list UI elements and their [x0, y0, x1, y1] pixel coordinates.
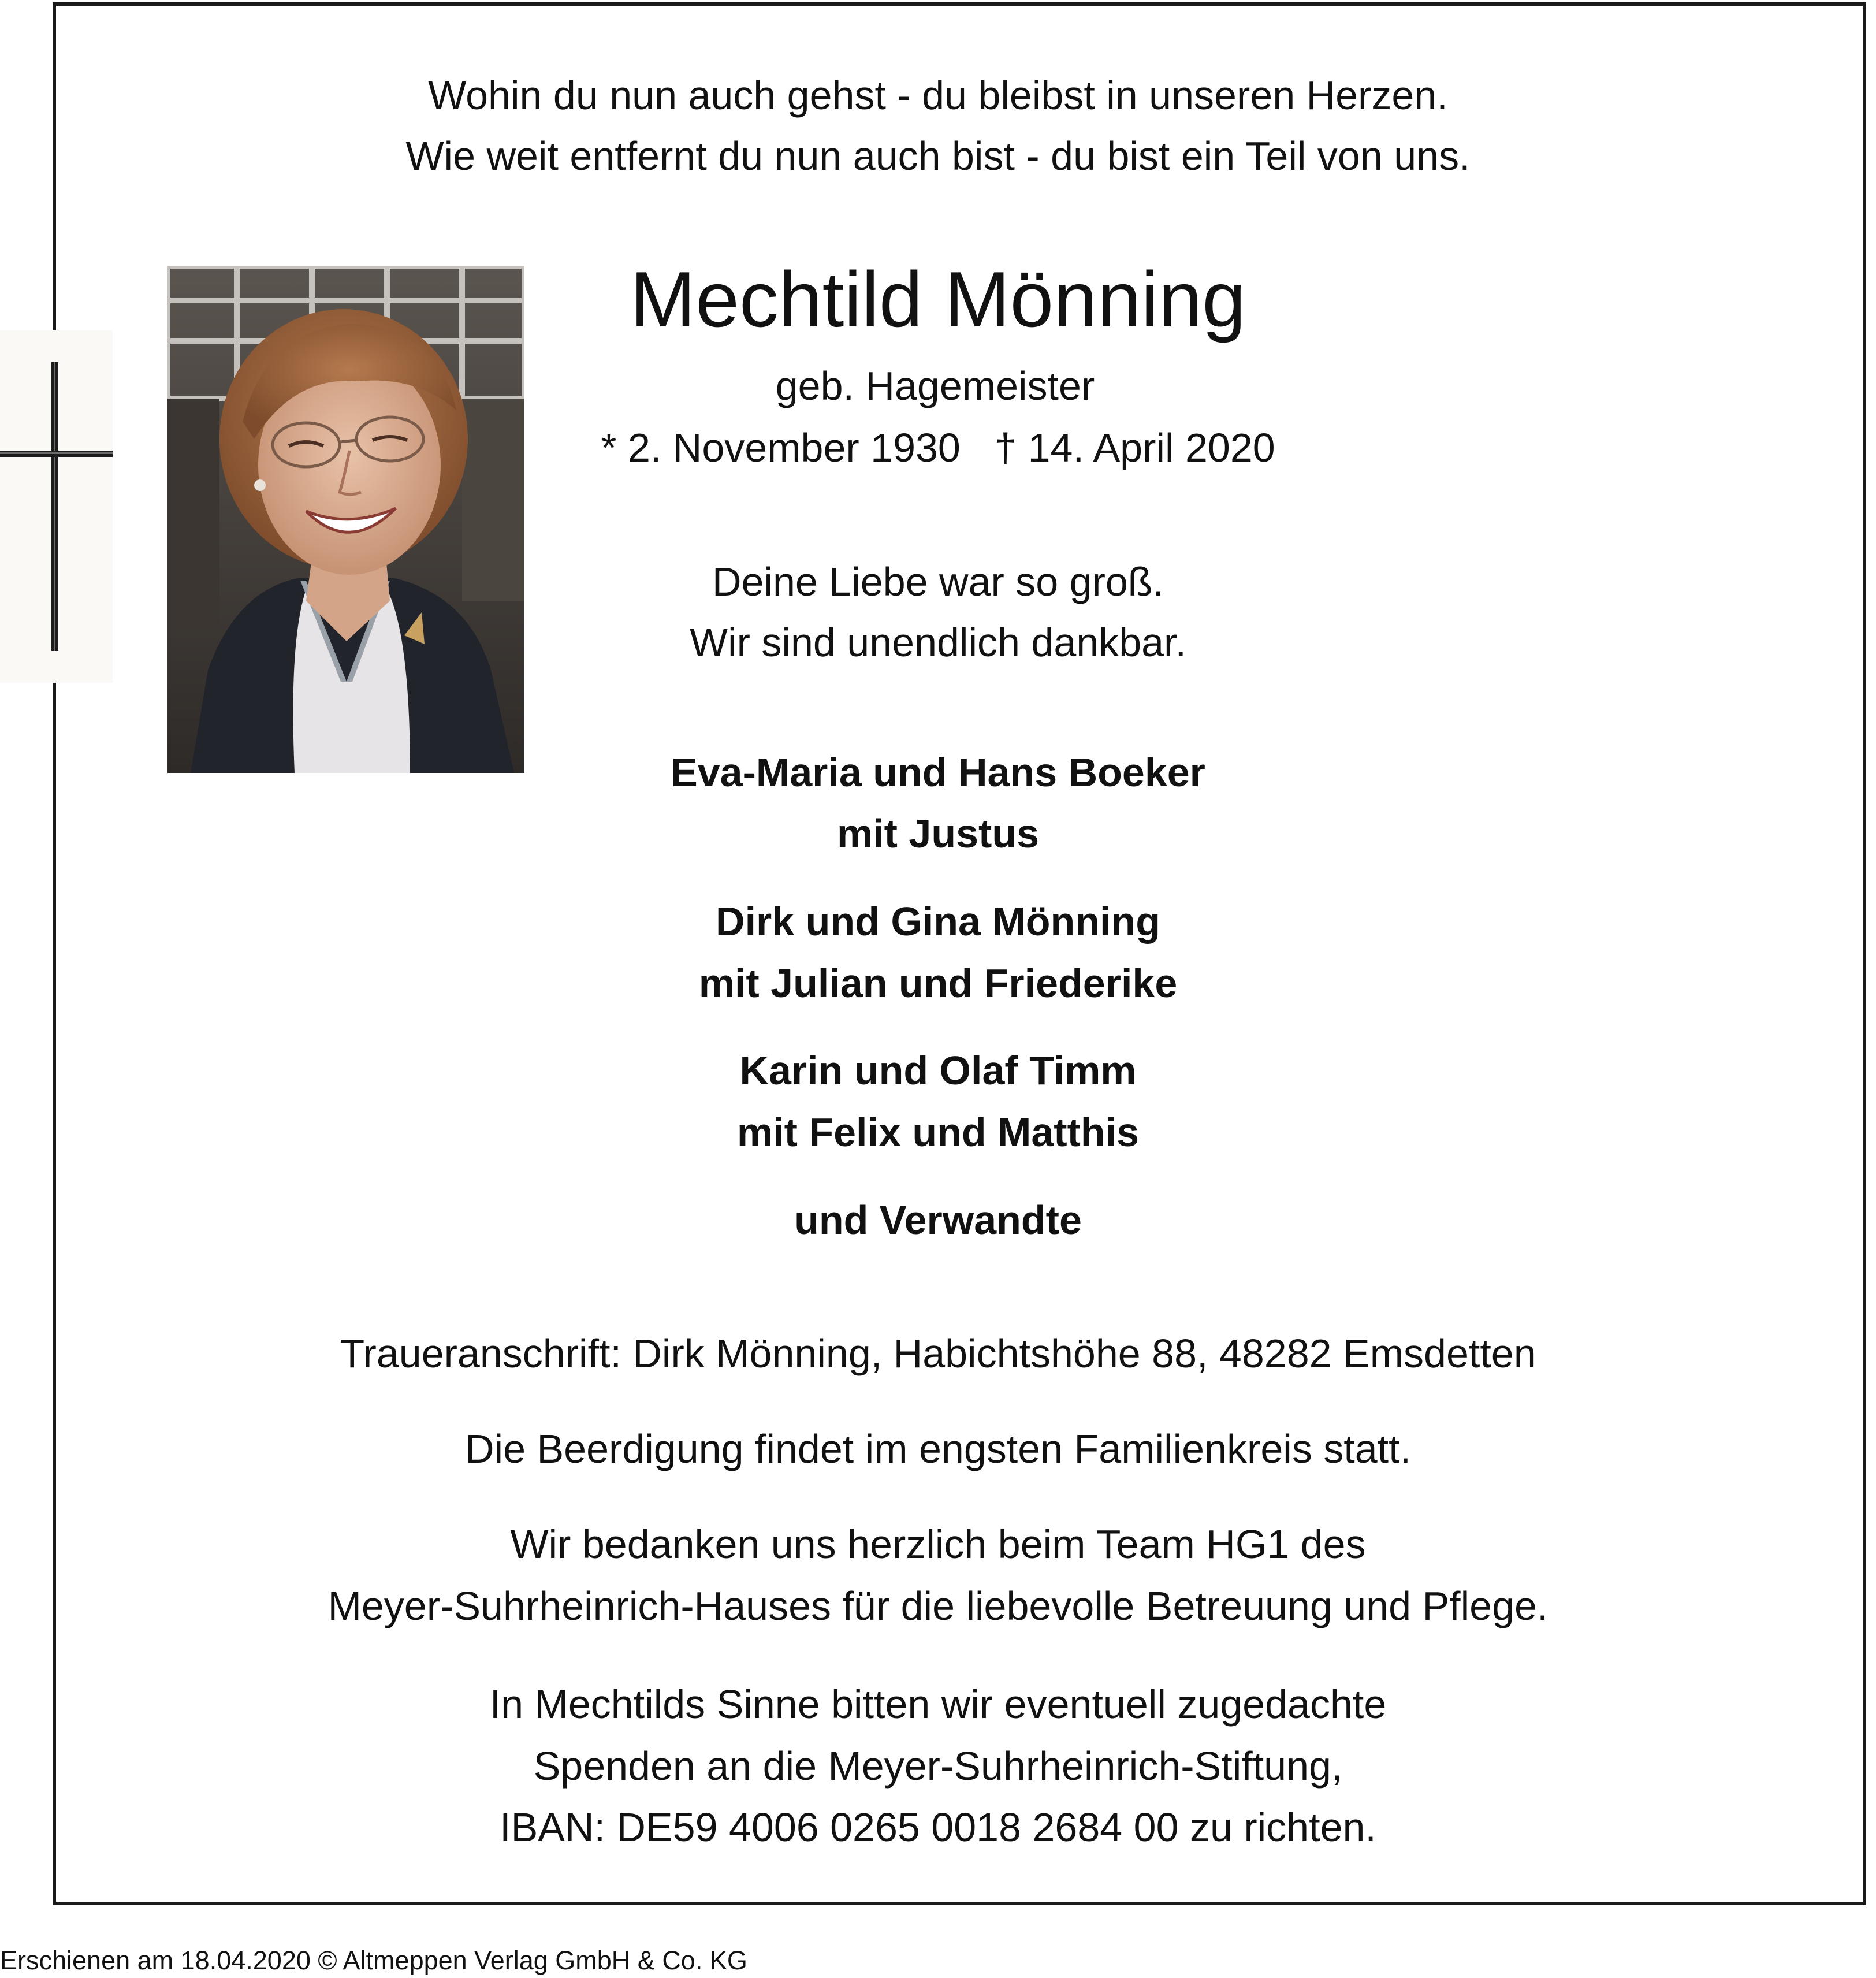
mourner-2-line-1: Dirk und Gina Mönning: [716, 899, 1160, 944]
publication-footer: Erschienen am 18.04.2020 © Altmeppen Verlag GmbH & Co. KG: [0, 1946, 747, 1975]
mourner-2-line-2: mit Julian und Friederike: [698, 961, 1178, 1006]
mourner-1-line-1: Eva-Maria und Hans Boeker: [671, 750, 1205, 795]
mourning-address: Traueranschrift: Dirk Mönning, Habichtshöhe 88, 48282 Emsdetten: [340, 1331, 1536, 1376]
deceased-name: Mechtild Mönning: [630, 255, 1246, 343]
mourner-1-line-2: mit Justus: [836, 811, 1040, 856]
thanks-line-2: Meyer-Suhrheinrich-Hauses für die liebevolle Betreuung und Pflege.: [327, 1583, 1549, 1628]
mourner-3-line-1: Karin und Olaf Timm: [739, 1048, 1137, 1093]
thanks-line-1: Wir bedanken uns herzlich beim Team HG1 des: [510, 1522, 1366, 1567]
donation-line-3: IBAN: DE59 4006 0265 0018 2684 00 zu richten.: [500, 1805, 1376, 1850]
donation-line-2: Spenden an die Meyer-Suhrheinrich-Stiftung,: [533, 1743, 1343, 1789]
life-dates: * 2. November 1930 † 14. April 2020: [601, 425, 1275, 470]
funeral-note: Die Beerdigung findet im engsten Familienkreis statt.: [464, 1426, 1412, 1471]
quote-line-1: Deine Liebe war so groß.: [712, 559, 1164, 604]
mourner-3-line-2: mit Felix und Matthis: [736, 1110, 1140, 1155]
motto-line-2: Wie weit entfernt du nun auch bist - du bist ein Teil von uns.: [405, 133, 1471, 179]
maiden-name: geb. Hagemeister: [775, 363, 1095, 408]
relatives: und Verwandte: [794, 1198, 1082, 1243]
quote-line-2: Wir sind unendlich dankbar.: [690, 620, 1186, 665]
motto-line-1: Wohin du nun auch gehst - du bleibst in unseren Herzen.: [428, 73, 1448, 118]
donation-line-1: In Mechtilds Sinne bitten wir eventuell zugedachte: [489, 1682, 1387, 1727]
portrait-photo: [168, 266, 524, 773]
